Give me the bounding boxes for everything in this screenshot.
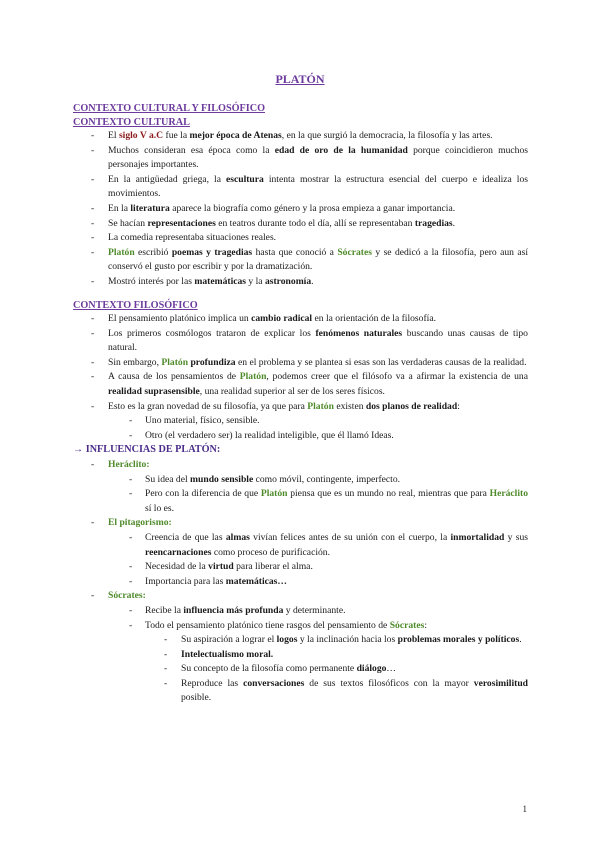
list-item [73,589,528,604]
list-item: - Necesidad de la virtud para liberar el alma. [73,560,528,575]
list-item: - A causa de los pensamientos de Platón, podemos creer que el filósofo va a afirmar la existencia de una realidad suprasensible, una realidad superior al ser de los seres físicos. [73,370,528,399]
list-item [73,516,528,531]
list-item: - Platón escribió poemas y tragedias hasta que conoció a Sócrates y se dedicó a la filosofía, pero aun así conservó el gusto por escribir y por la dramatización. [73,246,528,275]
list-item: - Esto es la gran novedad de su filosofía, ya que para Platón existen dos planos de realidad: [73,400,528,415]
heading-influencias: → INFLUENCIAS DE PLATÓN: [73,444,221,456]
list-item: - Otro (el verdadero ser) la realidad inteligible, que él llamó Ideas. [73,429,528,444]
list-item: - Se hacían representaciones en teatros durante todo el día, allí se representaban tragedias. [73,217,528,232]
cultural-list [73,129,528,290]
list-item: - Importancia para las matemáticas… [73,575,528,590]
list-item: - Mostró interés por las matemáticas y la astronomía. [73,275,528,290]
heading-filosofico: CONTEXTO FILOSÓFICO [73,299,198,311]
list-item: - Reproduce las conversaciones de sus textos filosóficos con la mayor verosimilitud posible. [73,677,528,706]
page-number: 1 [522,804,527,814]
document-body [73,102,528,706]
heading-contexto: CONTEXTO CULTURAL Y FILOSÓFICO [73,103,265,114]
list-item: - El pensamiento platónico implica un cambio radical en la orientación de la filosofía. [73,312,528,327]
filosofico-list [73,312,528,414]
list-item: - Su concepto de la filosofía como permanente diálogo… [73,662,528,677]
list-item: - Los primeros cosmólogos trataron de explicar los fenómenos naturales buscando unas causas de tipo natural. [73,327,528,356]
list-item: - Su aspiración a lograr el logos y la inclinación hacia los problemas morales y políticos. [73,633,528,648]
list-item: - Muchos consideran esa época como la edad de oro de la humanidad porque coincidieron muchos personajes importantes. [73,144,528,173]
list-item: - Recibe la influencia más profunda y determinante. [73,604,528,619]
page-title: PLATÓN [275,72,325,86]
list-item: - En la antigüedad griega, la escultura intenta mostrar la estructura esencial del cuerpo e idealiza los movimientos. [73,173,528,202]
list-item: - Sin embargo, Platón profundiza en el problema y se plantea si esas son las verdaderas causas de la realidad. [73,356,528,371]
heraclito-heading: Heráclito: [108,458,150,470]
socrates-heading: Sócrates: [108,590,146,602]
list-item: - La comedia representaba situaciones reales. [73,231,528,246]
list-item: - En la literatura aparece la biografía como género y la prosa empieza a ganar importancia. [73,202,528,217]
list-item: - Todo el pensamiento platónico tiene rasgos del pensamiento de Sócrates: [73,619,528,634]
list-item: - Intelectualismo moral. [73,648,528,663]
list-item: - Uno material, físico, sensible. [73,414,528,429]
list-item: - Su idea del mundo sensible como móvil, contingente, imperfecto. [73,473,528,488]
pitagorismo-heading: El pitagorismo: [108,517,172,529]
list-item: - Creencia de que las almas vivían felices antes de su unión con el cuerpo, la inmortalidad y sus reencarnaciones como proceso de purificación. [73,531,528,560]
heading-cultural: CONTEXTO CULTURAL [73,116,190,128]
list-item: - El siglo V a.C fue la mejor época de Atenas, en la que surgió la democracia, la filosofía y las artes. [73,129,528,144]
planos-sublist [73,414,528,443]
list-item [73,458,528,473]
list-item: - Pero con la diferencia de que Platón piensa que es un mundo no real, mientras que para Heráclito sí lo es. [73,487,528,516]
